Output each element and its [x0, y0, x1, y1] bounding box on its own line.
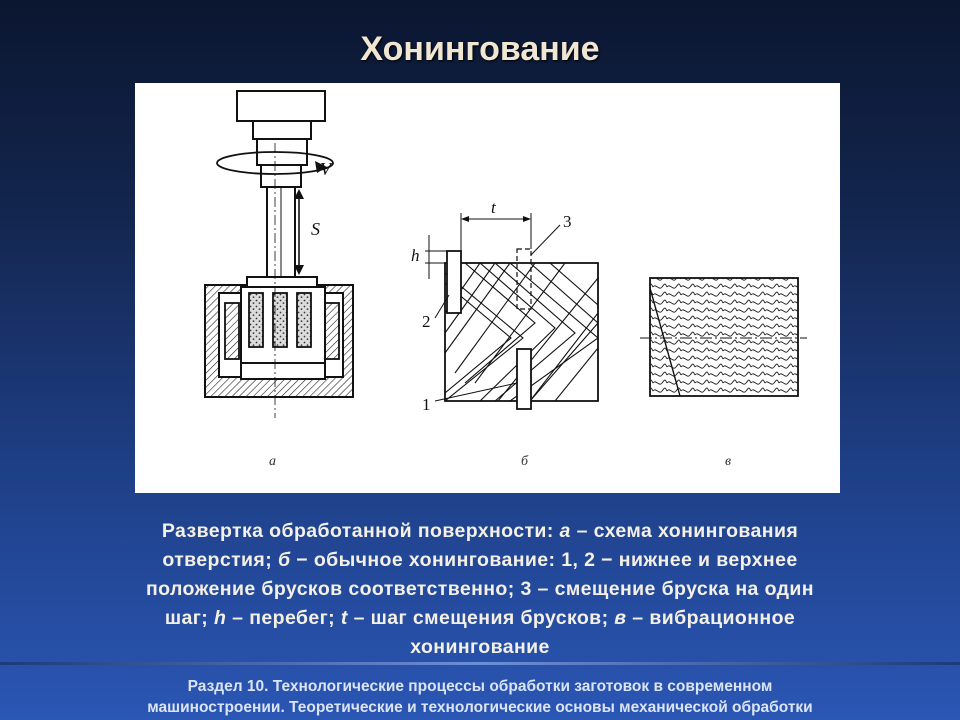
footer-line-2: машиностроении. Теоретические и технологические основы механической обработки — [147, 699, 813, 716]
figure-caption — [60, 517, 900, 662]
caption-line-1: Развертка обработанной поверхности: а – схема хонингования — [161, 520, 799, 542]
diagram-a-honing-scheme — [205, 91, 353, 418]
caption-line-2: отверстия; б − обычное хонингование: 1, 2 − нижнее и верхнее — [162, 549, 798, 571]
label-overtravel: h — [411, 246, 420, 265]
label-mark-1: 1 — [422, 395, 431, 414]
label-velocity: V — [320, 159, 331, 179]
caption-line-5: хонингование — [410, 636, 550, 658]
diagram-b-conventional-honing — [425, 213, 598, 409]
sublabel-a: а — [269, 454, 276, 469]
caption-line-4: шаг; h – перебег; t – шаг смещения брусков; в – вибрационное — [164, 607, 796, 629]
label-mark-2: 2 — [422, 312, 431, 331]
footer-divider — [0, 662, 960, 665]
footer-line-1: Раздел 10. Технологические процессы обработки заготовок в современном — [187, 678, 773, 695]
slide-title: Хонингование — [360, 30, 600, 68]
honing-figure — [135, 83, 840, 493]
label-step: t — [491, 198, 496, 217]
label-feed: S — [311, 219, 320, 239]
sublabel-v: в — [725, 454, 732, 469]
footer-section-title — [0, 676, 960, 718]
caption-line-3: положение брусков соответственно; 3 – смещение бруска на один — [146, 578, 814, 600]
diagram-v-vibration-honing — [640, 278, 807, 396]
label-mark-3: 3 — [563, 212, 572, 231]
sublabel-b: б — [521, 454, 529, 469]
